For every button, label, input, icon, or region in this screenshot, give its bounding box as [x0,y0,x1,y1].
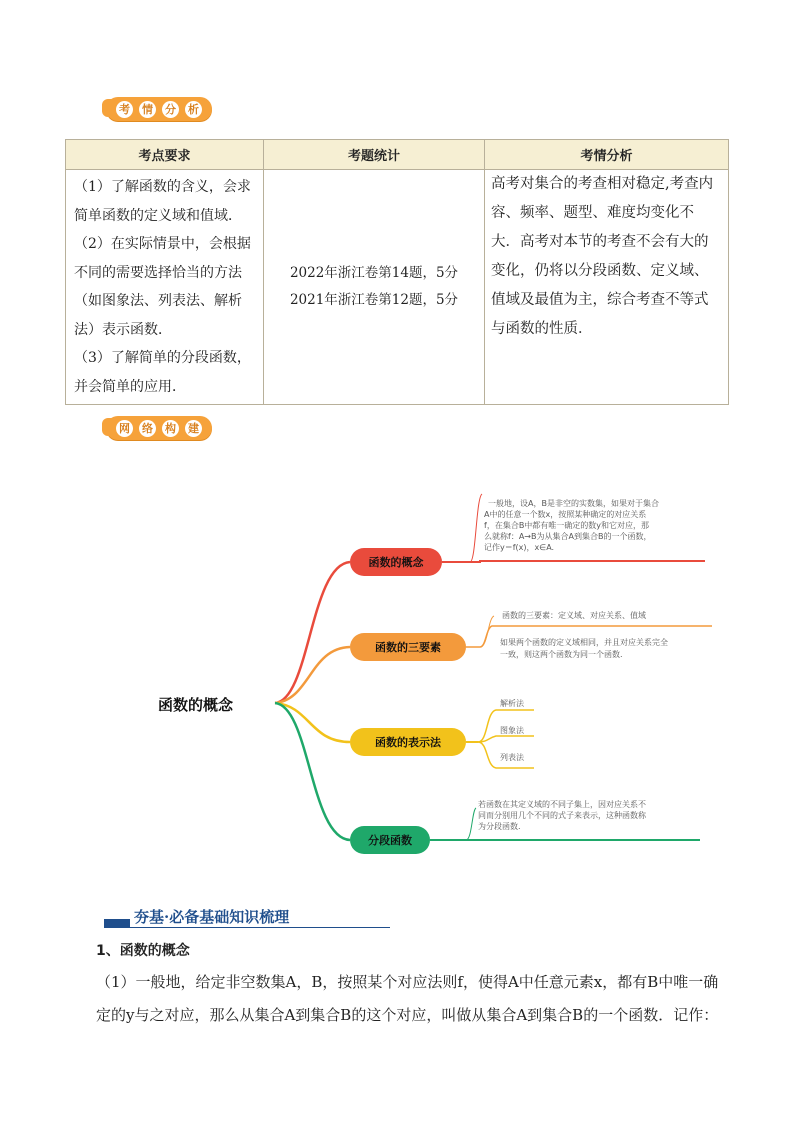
section-header [104,905,394,929]
concept-note-line: f，在集合B中都有唯一确定的数y和它对应，那 [484,521,650,530]
mindmap-root: 函数的概念 [158,696,234,714]
badge-ear [102,99,112,117]
node-concept-label: 函数的概念 [368,556,424,569]
requirement-item: （3）了解简单的分段函数，并会简单的应用． [74,350,251,395]
branch-curve-orange [275,647,350,703]
note-bracket-green [466,808,476,840]
body-paragraph: （1）一般地，给定非空数集A，B，按照某个对应法则f，使得A中任意元素x，都有B中唯一确定的y与之对应，那么从集合A到集合B的这个对应，叫做从集合A到集合B的一个函数．记作： [96,973,719,1024]
stat-item: 2022年浙江卷第14题，5分 [289,265,459,281]
mind-map [0,470,794,870]
stats-cell [264,170,485,405]
badge-char: 网 [116,420,133,437]
badge-pill [106,97,212,121]
badge-char: 构 [162,420,179,437]
concept-note-line: 么就称f：A→B为从集合A到集合B的一个函数， [484,532,652,541]
branch-curve-red [275,562,350,703]
header-analysis: 考情分析 [485,140,729,170]
header-stats: 考题统计 [264,140,485,170]
badge-char: 络 [139,420,156,437]
badge-char: 析 [185,101,202,118]
node-three-elements-label: 函数的三要素 [375,641,441,654]
badge-char: 分 [162,101,179,118]
representation-note: 列表法 [500,753,524,762]
badge-exam-analysis [106,96,212,122]
node-representation-label: 函数的表示法 [375,736,441,749]
sub-curve-yellow-2 [478,736,534,742]
subsection-heading: 1、函数的概念 [96,943,190,959]
header-requirements: 考点要求 [66,140,264,170]
piecewise-note: 同而分别用几个不同的式子来表示，这种函数称 [478,811,646,820]
badge-pill [106,416,212,440]
exam-analysis-table [65,139,729,405]
branch-line-red [442,561,705,562]
three-elements-note: 一致，则这两个函数为同一个函数. [500,650,623,659]
piecewise-note: 若函数在其定义域的不同子集上，因对应关系不 [478,800,646,809]
representation-note: 解析法 [500,699,524,708]
representation-note: 图象法 [500,726,524,735]
requirements-cell [66,170,264,405]
concept-note-line: 记作y＝f(x)，x∈A. [484,543,555,552]
badge-char: 考 [116,101,133,118]
stat-item: 2021年浙江卷第12题，5分 [289,292,459,308]
section-header-accent [104,919,130,927]
piecewise-note: 为分段函数. [478,822,521,831]
node-piecewise-label: 分段函数 [368,834,412,847]
three-elements-note: 函数的三要素：定义域、对应关系、值域 [502,611,646,620]
note-bracket-orange [480,616,494,647]
badge-char: 情 [139,101,156,118]
three-elements-note: 如果两个函数的定义域相同，并且对应关系完全 [500,638,668,647]
badge-ear [102,418,112,436]
requirement-item: （1）了解函数的含义，会求简单函数的定义域和值域． [74,179,251,224]
concept-note-line: A中的任意一个数x，按照某种确定的对应关系 [484,510,647,519]
table-row [66,170,729,405]
badge-char: 建 [185,420,202,437]
analysis-cell: 高考对集合的考查相对稳定,考查内容、频率、题型、难度均变化不大．高考对本节的考查不会有大的变化，仍将以分段函数、定义域、值域及最值为主，综合考查不等式与函数的性质． [485,170,729,405]
section-title: 夯基·必备基础知识梳理 [134,908,290,926]
concept-note-line: 一般地，设A，B是非空的实数集，如果对于集合 [488,499,659,508]
section-header-underline [104,927,390,928]
table-header-row [66,140,729,170]
branch-curve-green [275,703,350,840]
badge-network [106,415,212,441]
note-bracket-red [470,494,482,562]
requirement-item: （2）在实际情景中，会根据不同的需要选择恰当的方法（如图象法、列表法、解析法）表示函数． [74,236,251,338]
